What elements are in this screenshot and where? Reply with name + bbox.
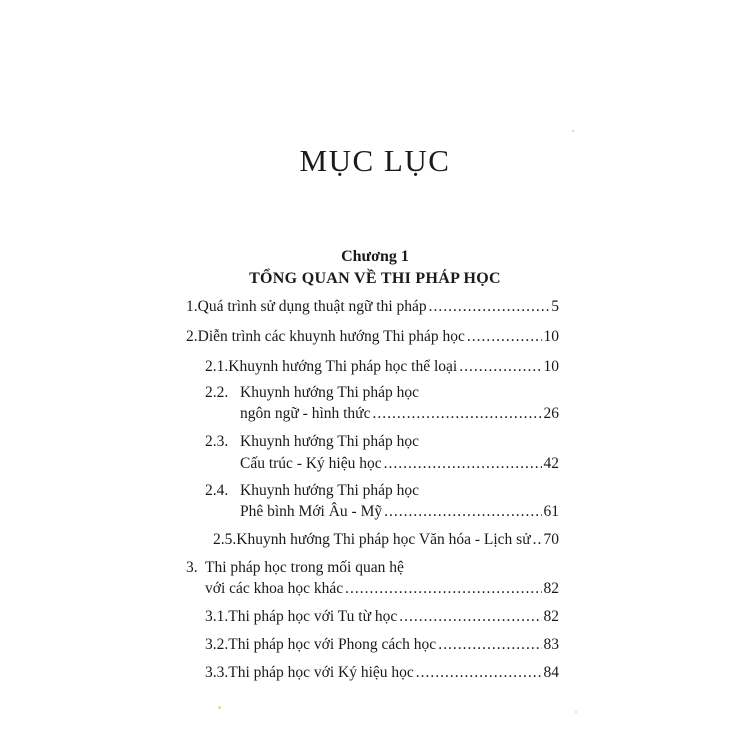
scan-speck xyxy=(575,711,577,713)
toc-entry-2-3[interactable] xyxy=(240,453,559,475)
toc-entry-page: 10 xyxy=(543,328,559,345)
toc-leader-dots xyxy=(372,403,541,425)
toc-entry-page: 61 xyxy=(543,503,559,520)
toc-entry-3-2[interactable] xyxy=(205,634,559,656)
toc-entry-1[interactable] xyxy=(186,296,559,318)
toc-entry-3-3[interactable] xyxy=(205,662,559,684)
toc-entry-text: Khuynh hướng Thi pháp học thể loại xyxy=(228,358,458,375)
scan-speck xyxy=(218,706,221,709)
toc-entry-number: 2.3. xyxy=(205,433,229,450)
toc-leader-dots xyxy=(438,634,541,656)
toc-entry-2-4[interactable] xyxy=(240,501,559,523)
toc-entry-2[interactable] xyxy=(186,326,559,348)
toc-entry-2-2[interactable] xyxy=(240,403,559,425)
toc-leader-dots xyxy=(467,326,542,348)
toc-entry-2-1[interactable] xyxy=(205,356,559,378)
toc-entry-text: Quá trình sử dụng thuật ngữ thi pháp xyxy=(197,298,427,315)
toc-entry-number: 3. xyxy=(186,559,198,576)
toc-entry-text: Thi pháp học với Ký hiệu học xyxy=(228,664,414,681)
toc-entry-page: 70 xyxy=(543,531,559,548)
toc-leader-dots xyxy=(429,296,550,318)
toc-entry-number: 3.3. xyxy=(205,664,229,681)
toc-entry-text-cont: ngôn ngữ - hình thức xyxy=(240,405,371,422)
toc-entry-number: 3.1. xyxy=(205,608,229,625)
toc-leader-dots xyxy=(384,453,542,475)
toc-entry-number: 3.2. xyxy=(205,636,229,653)
toc-entry-text: Thi pháp học với Phong cách học xyxy=(228,636,437,653)
toc-entry-page: 82 xyxy=(543,580,559,597)
toc-entry-text-cont: với các khoa học khác xyxy=(205,580,344,597)
toc-entry-number: 2.5. xyxy=(213,531,237,548)
toc-entry-text: Khuynh hướng Thi pháp học xyxy=(240,384,420,401)
page-title: MỤC LỤC xyxy=(299,143,451,178)
toc-entry-text: Khuynh hướng Thi pháp học xyxy=(240,482,420,499)
toc-entry-number: 2.4. xyxy=(205,482,229,499)
toc-entry-page: 10 xyxy=(543,358,559,375)
toc-leader-dots xyxy=(345,578,541,600)
toc-entry-page: 42 xyxy=(543,455,559,472)
toc-entry-text: Diễn trình các khuynh hướng Thi pháp học xyxy=(197,328,465,345)
toc-entry-page: 5 xyxy=(551,298,559,315)
toc-entry-number: 1. xyxy=(186,298,198,315)
toc-entry-text-cont: Phê bình Mới Âu - Mỹ xyxy=(240,503,383,520)
toc-leader-dots xyxy=(399,606,541,628)
toc-entry-number: 2.2. xyxy=(205,384,229,401)
toc-entry-text-cont: Cấu trúc - Ký hiệu học xyxy=(240,455,382,472)
toc-leader-dots xyxy=(384,501,541,523)
toc-entry-2-5[interactable] xyxy=(213,529,559,551)
toc-leader-dots xyxy=(416,662,542,684)
toc-entry-page: 26 xyxy=(543,405,559,422)
scan-speck xyxy=(572,130,574,132)
toc-entry-2-2-line1 xyxy=(205,382,419,404)
toc-entry-page: 84 xyxy=(543,664,559,681)
toc-entry-2-4-line1 xyxy=(205,480,419,502)
toc-entry-page: 83 xyxy=(543,636,559,653)
toc-entry-number: 2.1. xyxy=(205,358,229,375)
toc-leader-dots xyxy=(459,356,541,378)
toc-entry-number: 2. xyxy=(186,328,198,345)
chapter-label: Chương 1 xyxy=(341,248,409,265)
toc-entry-text: Thi pháp học trong mối quan hệ xyxy=(205,559,404,576)
chapter-title: TỔNG QUAN VỀ THI PHÁP HỌC xyxy=(249,270,501,287)
toc-leader-dots xyxy=(533,529,542,551)
toc-entry-text: Khuynh hướng Thi pháp học Văn hóa - Lịch sử xyxy=(236,531,531,548)
toc-entry-3-line1 xyxy=(186,557,404,579)
toc-entry-text: Thi pháp học với Tu từ học xyxy=(228,608,398,625)
toc-entry-2-3-line1 xyxy=(205,431,419,453)
toc-entry-page: 82 xyxy=(543,608,559,625)
toc-entry-3[interactable] xyxy=(205,578,559,600)
toc-entry-3-1[interactable] xyxy=(205,606,559,628)
toc-entry-text: Khuynh hướng Thi pháp học xyxy=(240,433,420,450)
